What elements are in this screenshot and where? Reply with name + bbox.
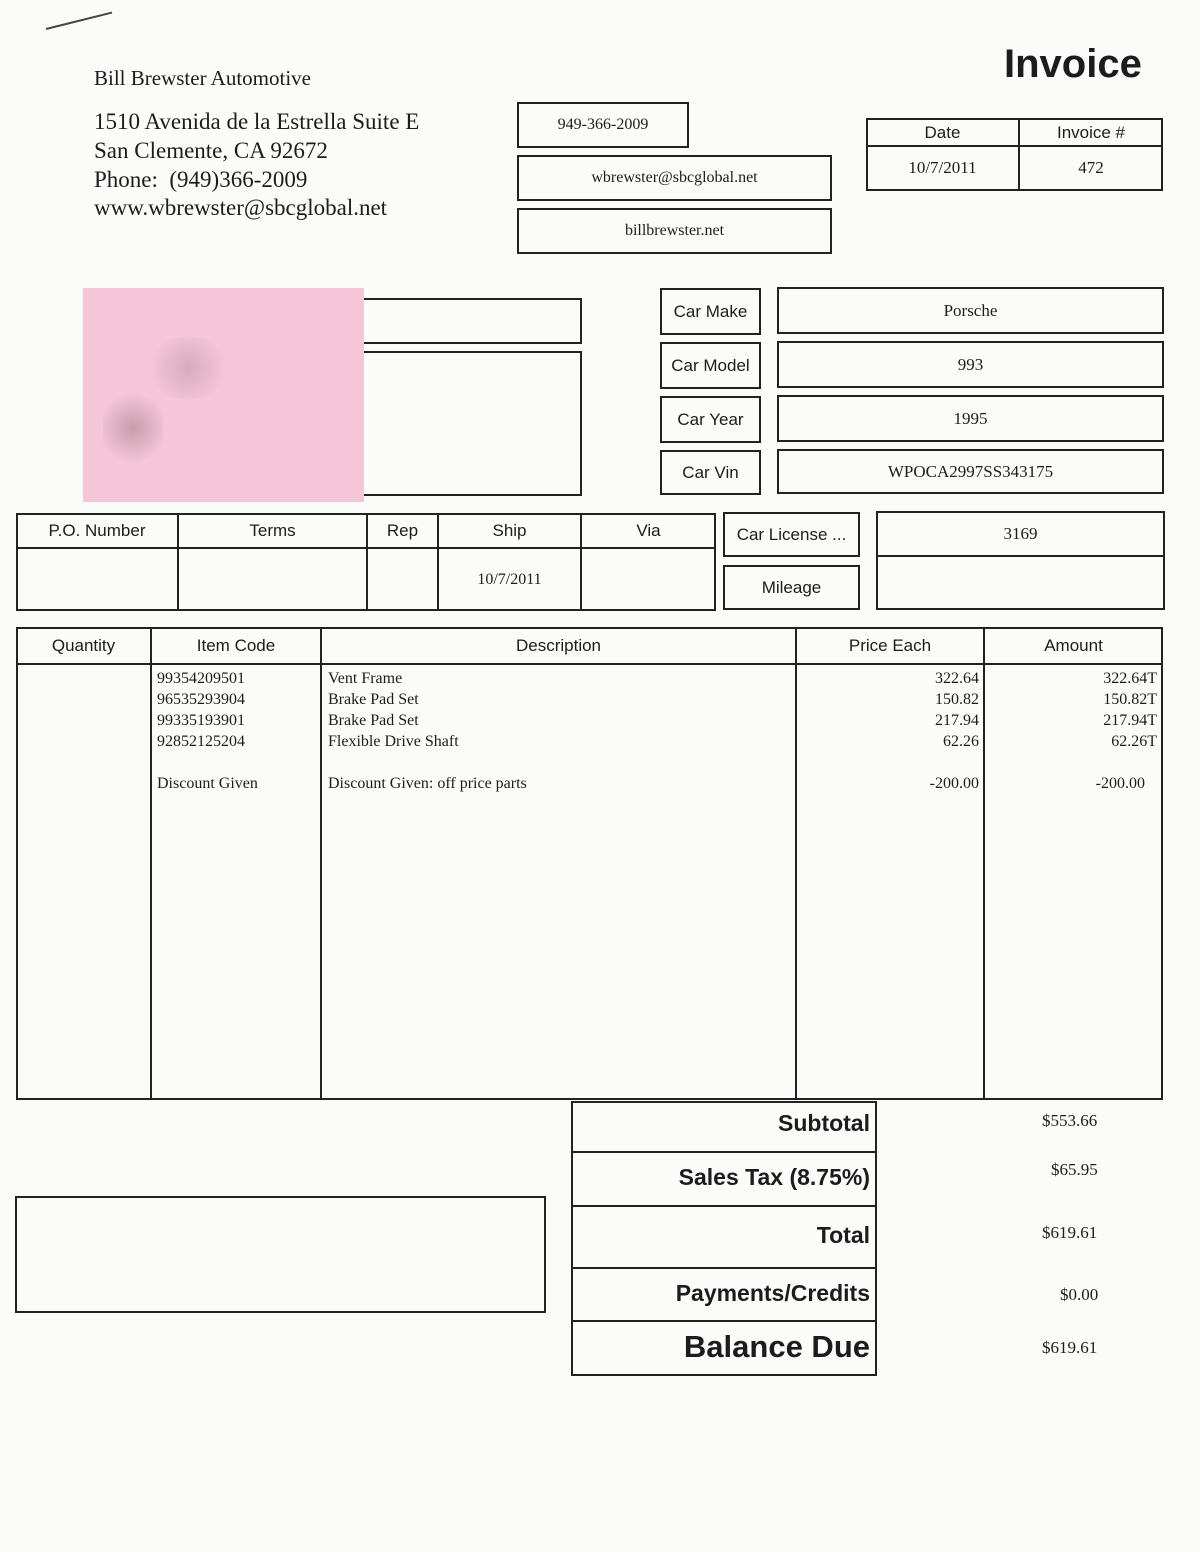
subtotal-value: $553.66 [1042,1111,1098,1130]
divider [571,1205,877,1207]
car-vin: WPOCA2997SS343175 [887,461,1054,481]
total-value: $619.61 [1042,1223,1098,1242]
smudge [103,388,163,468]
table-row-price: 322.64 [935,670,979,687]
header-price-each: Price Each [848,636,932,655]
header-description: Description [515,636,602,655]
divider [571,1151,877,1153]
memo-box [15,1196,546,1313]
divider [983,627,985,1100]
header-quantity: Quantity [51,636,116,655]
table-row-amount: 322.64T [1103,670,1157,687]
company-address-line2: San Clemente, CA 92672 [94,138,328,163]
table-row-amount: 150.82T [1103,691,1157,708]
table-row-price: 62.26 [943,733,979,750]
terms-value [178,550,367,610]
table-row-description: Vent Frame [328,670,403,687]
car-year-label-box [660,396,761,443]
rep-label: Rep [386,521,419,540]
subtotal-label: Subtotal [778,1110,870,1136]
table-row-amount: 62.26T [1111,733,1157,750]
invoice-date: 10/7/2011 [908,158,977,177]
divider [150,627,152,1100]
mileage-label: Mileage [761,577,822,597]
via-label: Via [636,521,661,540]
table-row-item-code: 99354209501 [157,670,245,687]
divider [571,1320,877,1322]
balance-due-label: Balance Due [683,1329,870,1364]
invoice-number-label: Invoice # [1056,122,1126,142]
table-row-amount: 217.94T [1103,712,1157,729]
car-model-label: Car Model [671,355,750,375]
ship-label: Ship [492,521,527,540]
header-amount: Amount [1044,636,1103,655]
car-license: 3169 [1003,524,1038,543]
contact-phone-box [517,102,689,148]
car-vin-value-box [777,449,1164,494]
car-model-label-box [660,342,761,389]
car-make: Porsche [943,300,998,320]
table-row-price: 217.94 [935,712,979,729]
redaction-note [83,288,364,502]
car-model: 993 [957,354,984,374]
divider [16,663,1163,665]
table-row-description: Brake Pad Set [328,691,419,708]
mileage [876,557,1165,609]
bill-to-header-box [340,298,582,344]
table-row-description: Brake Pad Set [328,712,419,729]
car-year: 1995 [953,408,988,428]
divider [866,145,1163,147]
sales-tax-value: $65.95 [1051,1160,1098,1179]
contact-email-box [517,155,832,201]
company-address-line1: 1510 Avenida de la Estrella Suite E [94,109,420,134]
mileage-label-box [723,565,860,610]
table-row-item-code: 92852125204 [157,733,245,750]
terms-label: Terms [249,521,296,540]
car-license-label: Car License ... [736,524,847,544]
car-year-value-box [777,395,1164,442]
contact-website: billbrewster.net [624,222,725,239]
table-row-item-code: 96535293904 [157,691,245,708]
po-number [16,550,178,610]
car-year-label: Car Year [677,409,744,429]
balance-due-value: $619.61 [1042,1338,1098,1357]
smudge [143,338,233,398]
divider [320,627,322,1100]
ship-date: 10/7/2011 [477,571,542,588]
pen-mark [46,12,112,30]
car-vin-label-box [660,450,761,495]
table-row-price: -200.00 [929,775,979,792]
company-web: www.wbrewster@sbcglobal.net [94,195,388,220]
table-row-description: Discount Given: off price parts [328,775,527,792]
contact-email: wbrewster@sbcglobal.net [591,169,758,186]
payments-credits-label: Payments/Credits [675,1280,870,1306]
car-vin-label: Car Vin [682,462,739,482]
divider [795,627,797,1100]
divider [571,1267,877,1269]
invoice-number: 472 [1078,158,1104,177]
payments-credits-value: $0.00 [1060,1285,1099,1304]
table-row-item-code: 99335193901 [157,712,245,729]
header-item-code: Item Code [196,636,276,655]
rep-value [367,550,438,610]
invoice-title: Invoice [1004,42,1142,86]
car-make-value-box [777,287,1164,334]
po-number-label: P.O. Number [48,521,146,540]
company-name: Bill Brewster Automotive [94,66,311,90]
car-make-label: Car Make [673,301,748,321]
table-row-amount: -200.00 [1095,775,1145,792]
contact-phone: 949-366-2009 [557,116,649,133]
via-value [581,550,716,610]
bill-to-address-box [340,351,582,496]
contact-website-box [517,208,832,254]
total-label: Total [816,1222,870,1248]
sales-tax-label: Sales Tax (8.75%) [678,1164,870,1190]
table-row-price: 150.82 [935,691,979,708]
car-make-label-box [660,288,761,335]
car-model-value-box [777,341,1164,388]
company-phone: Phone: (949)366-2009 [94,167,308,192]
table-row-item-code: Discount Given [157,775,258,792]
date-label: Date [924,122,961,142]
car-license-label-box [723,512,860,557]
table-row-description: Flexible Drive Shaft [328,733,459,750]
